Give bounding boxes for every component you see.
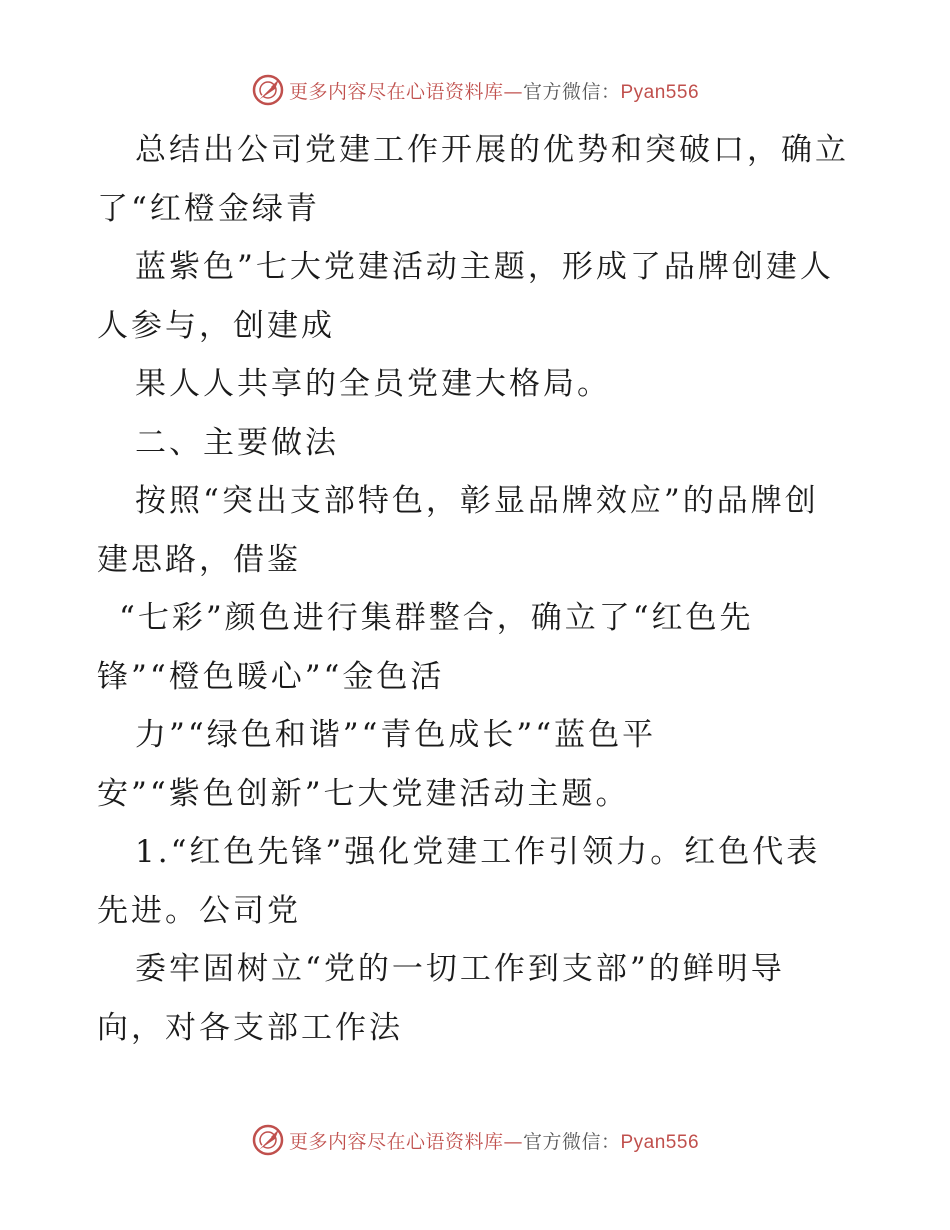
section-heading: 二、主要做法 bbox=[135, 424, 339, 461]
quill-logo-icon bbox=[251, 1123, 285, 1157]
body-line: “七彩”颜色进行集群整合，确立了“红色先 bbox=[119, 600, 754, 636]
body-line: 按照“突出支部特色，彰显品牌效应”的品牌创 bbox=[135, 483, 819, 519]
body-line: 蓝紫色”七大党建活动主题，形成了品牌创建人 bbox=[135, 249, 834, 285]
body-line: 委牢固树立“党的一切工作到支部”的鲜明导 bbox=[135, 951, 785, 987]
body-line: 建思路，借鉴 bbox=[97, 541, 301, 578]
body-line: 1.“红色先锋”强化党建工作引领力。红色代表 bbox=[135, 834, 821, 870]
document-body bbox=[97, 121, 857, 1057]
header-watermark-banner bbox=[0, 68, 950, 112]
body-line: 人参与，创建成 bbox=[97, 307, 335, 344]
watermark-text: 更多内容尽在心语资料库—官方微信：Pyan556 bbox=[288, 1130, 700, 1153]
body-line: 锋”“橙色暖心”“金色活 bbox=[97, 658, 445, 695]
quill-logo-icon bbox=[251, 73, 285, 107]
body-line: 了“红橙金绿青 bbox=[97, 190, 320, 227]
body-line: 力”“绿色和谐”“青色成长”“蓝色平 bbox=[135, 717, 657, 753]
body-line: 总结出公司党建工作开展的优势和突破口，确立 bbox=[135, 132, 849, 168]
body-line: 果人人共享的全员党建大格局。 bbox=[135, 366, 611, 402]
footer-watermark-banner bbox=[0, 1118, 950, 1162]
body-line: 安”“紫色创新”七大党建活动主题。 bbox=[97, 775, 630, 812]
watermark-text: 更多内容尽在心语资料库—官方微信：Pyan556 bbox=[288, 80, 700, 103]
body-line: 向，对各支部工作法 bbox=[97, 1009, 403, 1046]
body-line: 先进。公司党 bbox=[97, 892, 301, 929]
